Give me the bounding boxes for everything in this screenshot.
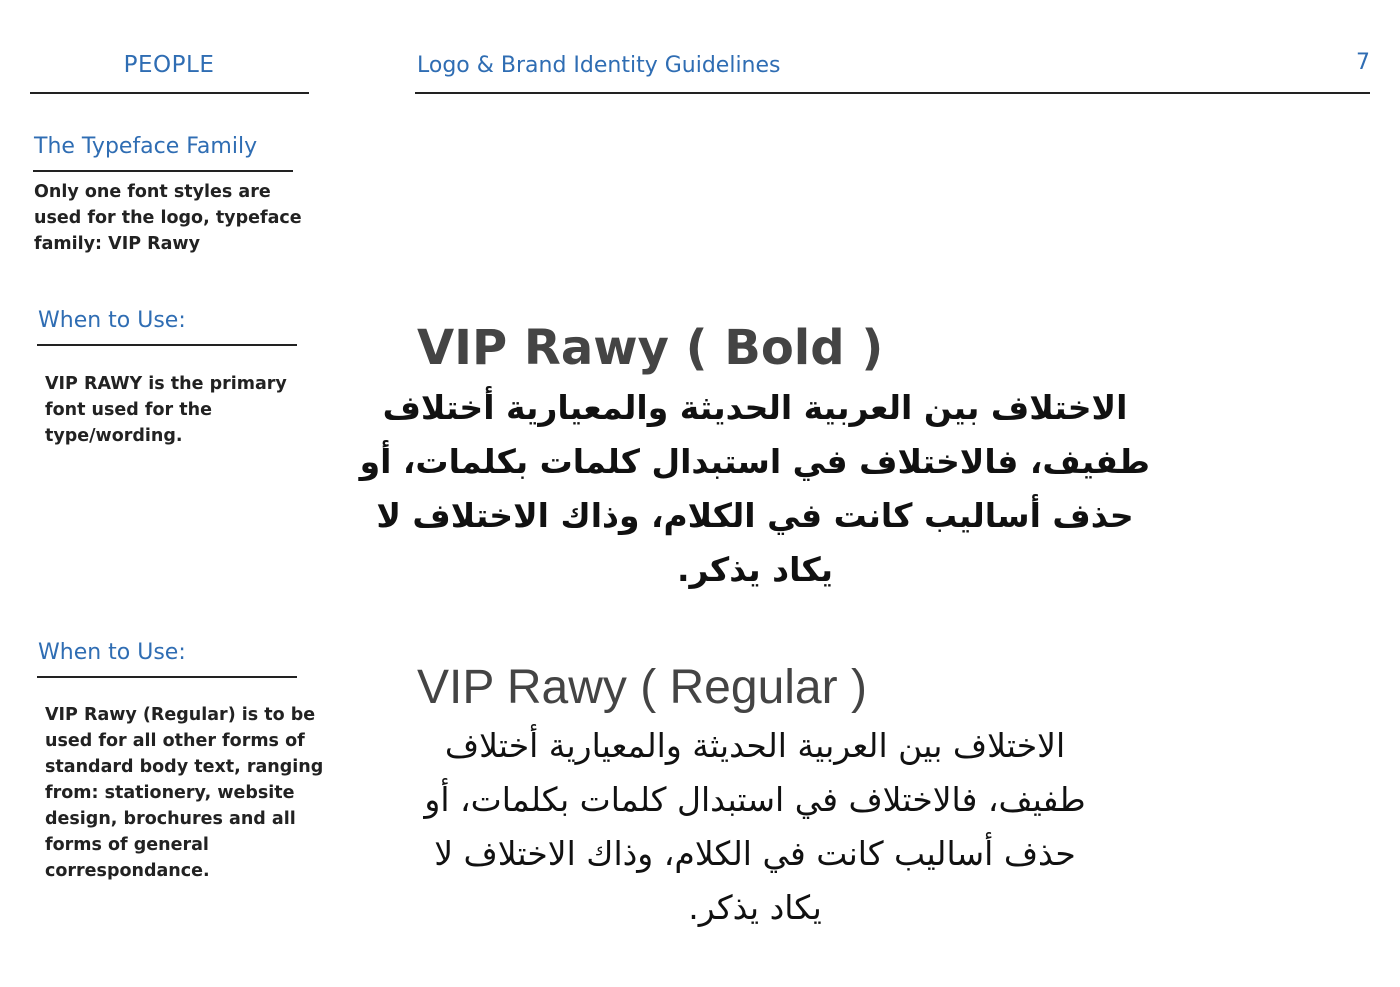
bold-arabic-sample: الاختلاف بين العربية الحديثة والمعيارية أختلاف طفيف، فالاختلاف في استبدال كلمات بكلمات، أو حذف أساليب كانت في الكلام، وذاك الاختلاف لا يكاد يذكر. <box>359 388 1150 589</box>
regular-arabic-sample: الاختلاف بين العربية الحديثة والمعيارية أختلاف طفيف، فالاختلاف في استبدال كلمات بكلمات، أو حذف أساليب كانت في الكلام، وذاك الاختلاف لا يكاد يذكر. <box>424 726 1086 927</box>
page-number: 7 <box>1356 50 1370 75</box>
section-label: PEOPLE <box>123 52 215 78</box>
document-title: Logo & Brand Identity Guidelines <box>417 53 781 78</box>
regular-sample-title: VIP Rawy ( Regular ) <box>417 661 867 714</box>
typeface-family-heading: The Typeface Family <box>34 134 258 159</box>
when-to-use-regular-divider <box>37 676 297 678</box>
bold-sample-title: VIP Rawy ( Bold ) <box>417 320 884 376</box>
typeface-heading-divider <box>33 170 293 172</box>
when-to-use-bold-heading: When to Use: <box>38 308 186 333</box>
when-to-use-regular-description: VIP Rawy (Regular) is to be used for all other forms of standard body text, ranging from: stationery, website design, brochures and all forms of general correspondance. <box>45 705 324 881</box>
typeface-family-description: Only one font styles are used for the logo, typeface family: VIP Rawy <box>34 182 302 254</box>
when-to-use-bold-description: VIP RAWY is the primary font used for the type/wording. <box>45 374 287 446</box>
section-divider <box>30 92 309 94</box>
when-to-use-regular-heading: When to Use: <box>38 640 186 665</box>
when-to-use-bold-divider <box>37 344 297 346</box>
header-divider <box>415 92 1370 94</box>
